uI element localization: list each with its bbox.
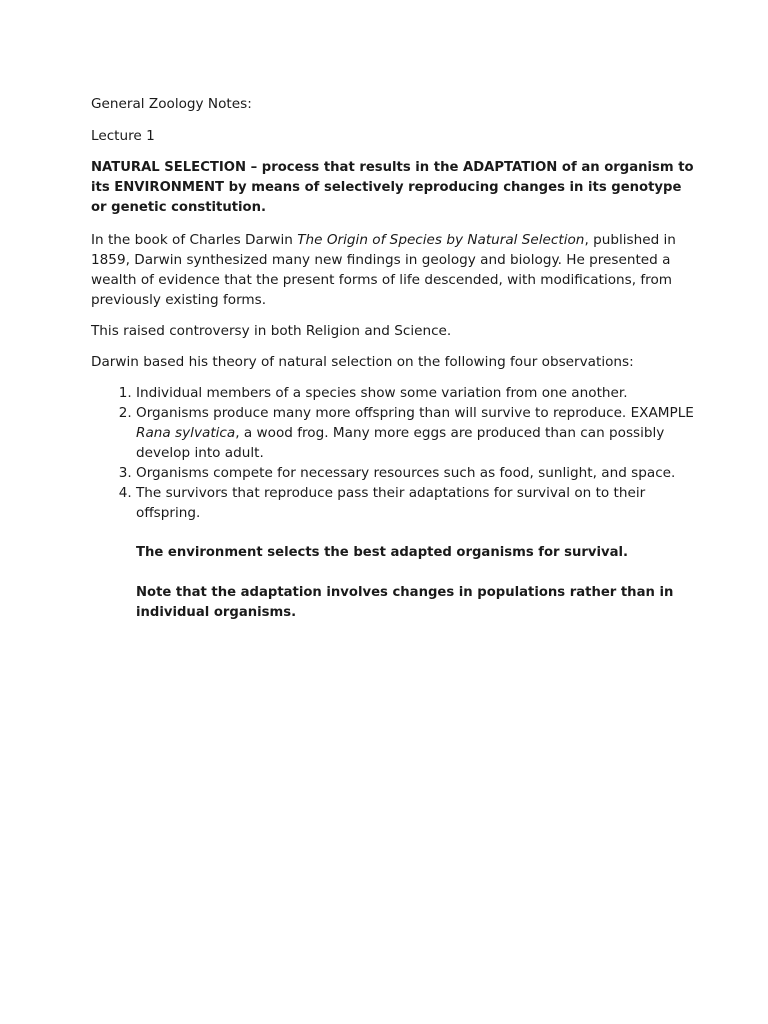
paragraph-text: In the book of Charles Darwin <box>91 232 298 248</box>
list-item: 3. Organisms compete for necessary resources such as food, sunlight, and space. <box>136 463 701 483</box>
darwin-book-paragraph <box>91 230 701 310</box>
controversy-paragraph: This raised controversy in both Religion and Science. <box>91 323 452 339</box>
species-name: Rana sylvatica <box>136 425 236 441</box>
observations-intro: Darwin based his theory of natural selection on the following four observations: <box>91 354 634 370</box>
lecture-label: Lecture 1 <box>91 128 155 144</box>
list-item-text: Organisms produce many more offspring than will survive to reproduce. EXAMPLE <box>136 405 694 421</box>
document-page <box>91 94 701 643</box>
population-note: Note that the adaptation involves changes in populations rather than in individual organisms. <box>136 585 674 620</box>
list-item <box>136 403 701 463</box>
observations-list <box>91 383 701 523</box>
paragraph-text: , published in 1859, Darwin synthesized many new findings in geology and biology. He presented a wealth of evidence that the present forms of life descended, with modifications, from previously existing forms. <box>91 232 676 308</box>
list-item: 4. The survivors that reproduce pass their adaptations for survival on to their offspring. <box>136 483 701 523</box>
book-title: The Origin of Species by Natural Selection <box>297 232 585 248</box>
natural-selection-definition: NATURAL SELECTION – process that results in the ADAPTATION of an organism to its ENVIRONMENT by means of selectively reproducing changes in its genotype or genetic constitution. <box>91 160 694 215</box>
environment-conclusion: The environment selects the best adapted organisms for survival. <box>136 545 629 560</box>
list-item-text: , a wood frog. Many more eggs are produced than can possibly develop into adult. <box>136 425 665 461</box>
document-title: General Zoology Notes: <box>91 96 252 112</box>
list-item: 1. Individual members of a species show some variation from one another. <box>136 383 701 403</box>
